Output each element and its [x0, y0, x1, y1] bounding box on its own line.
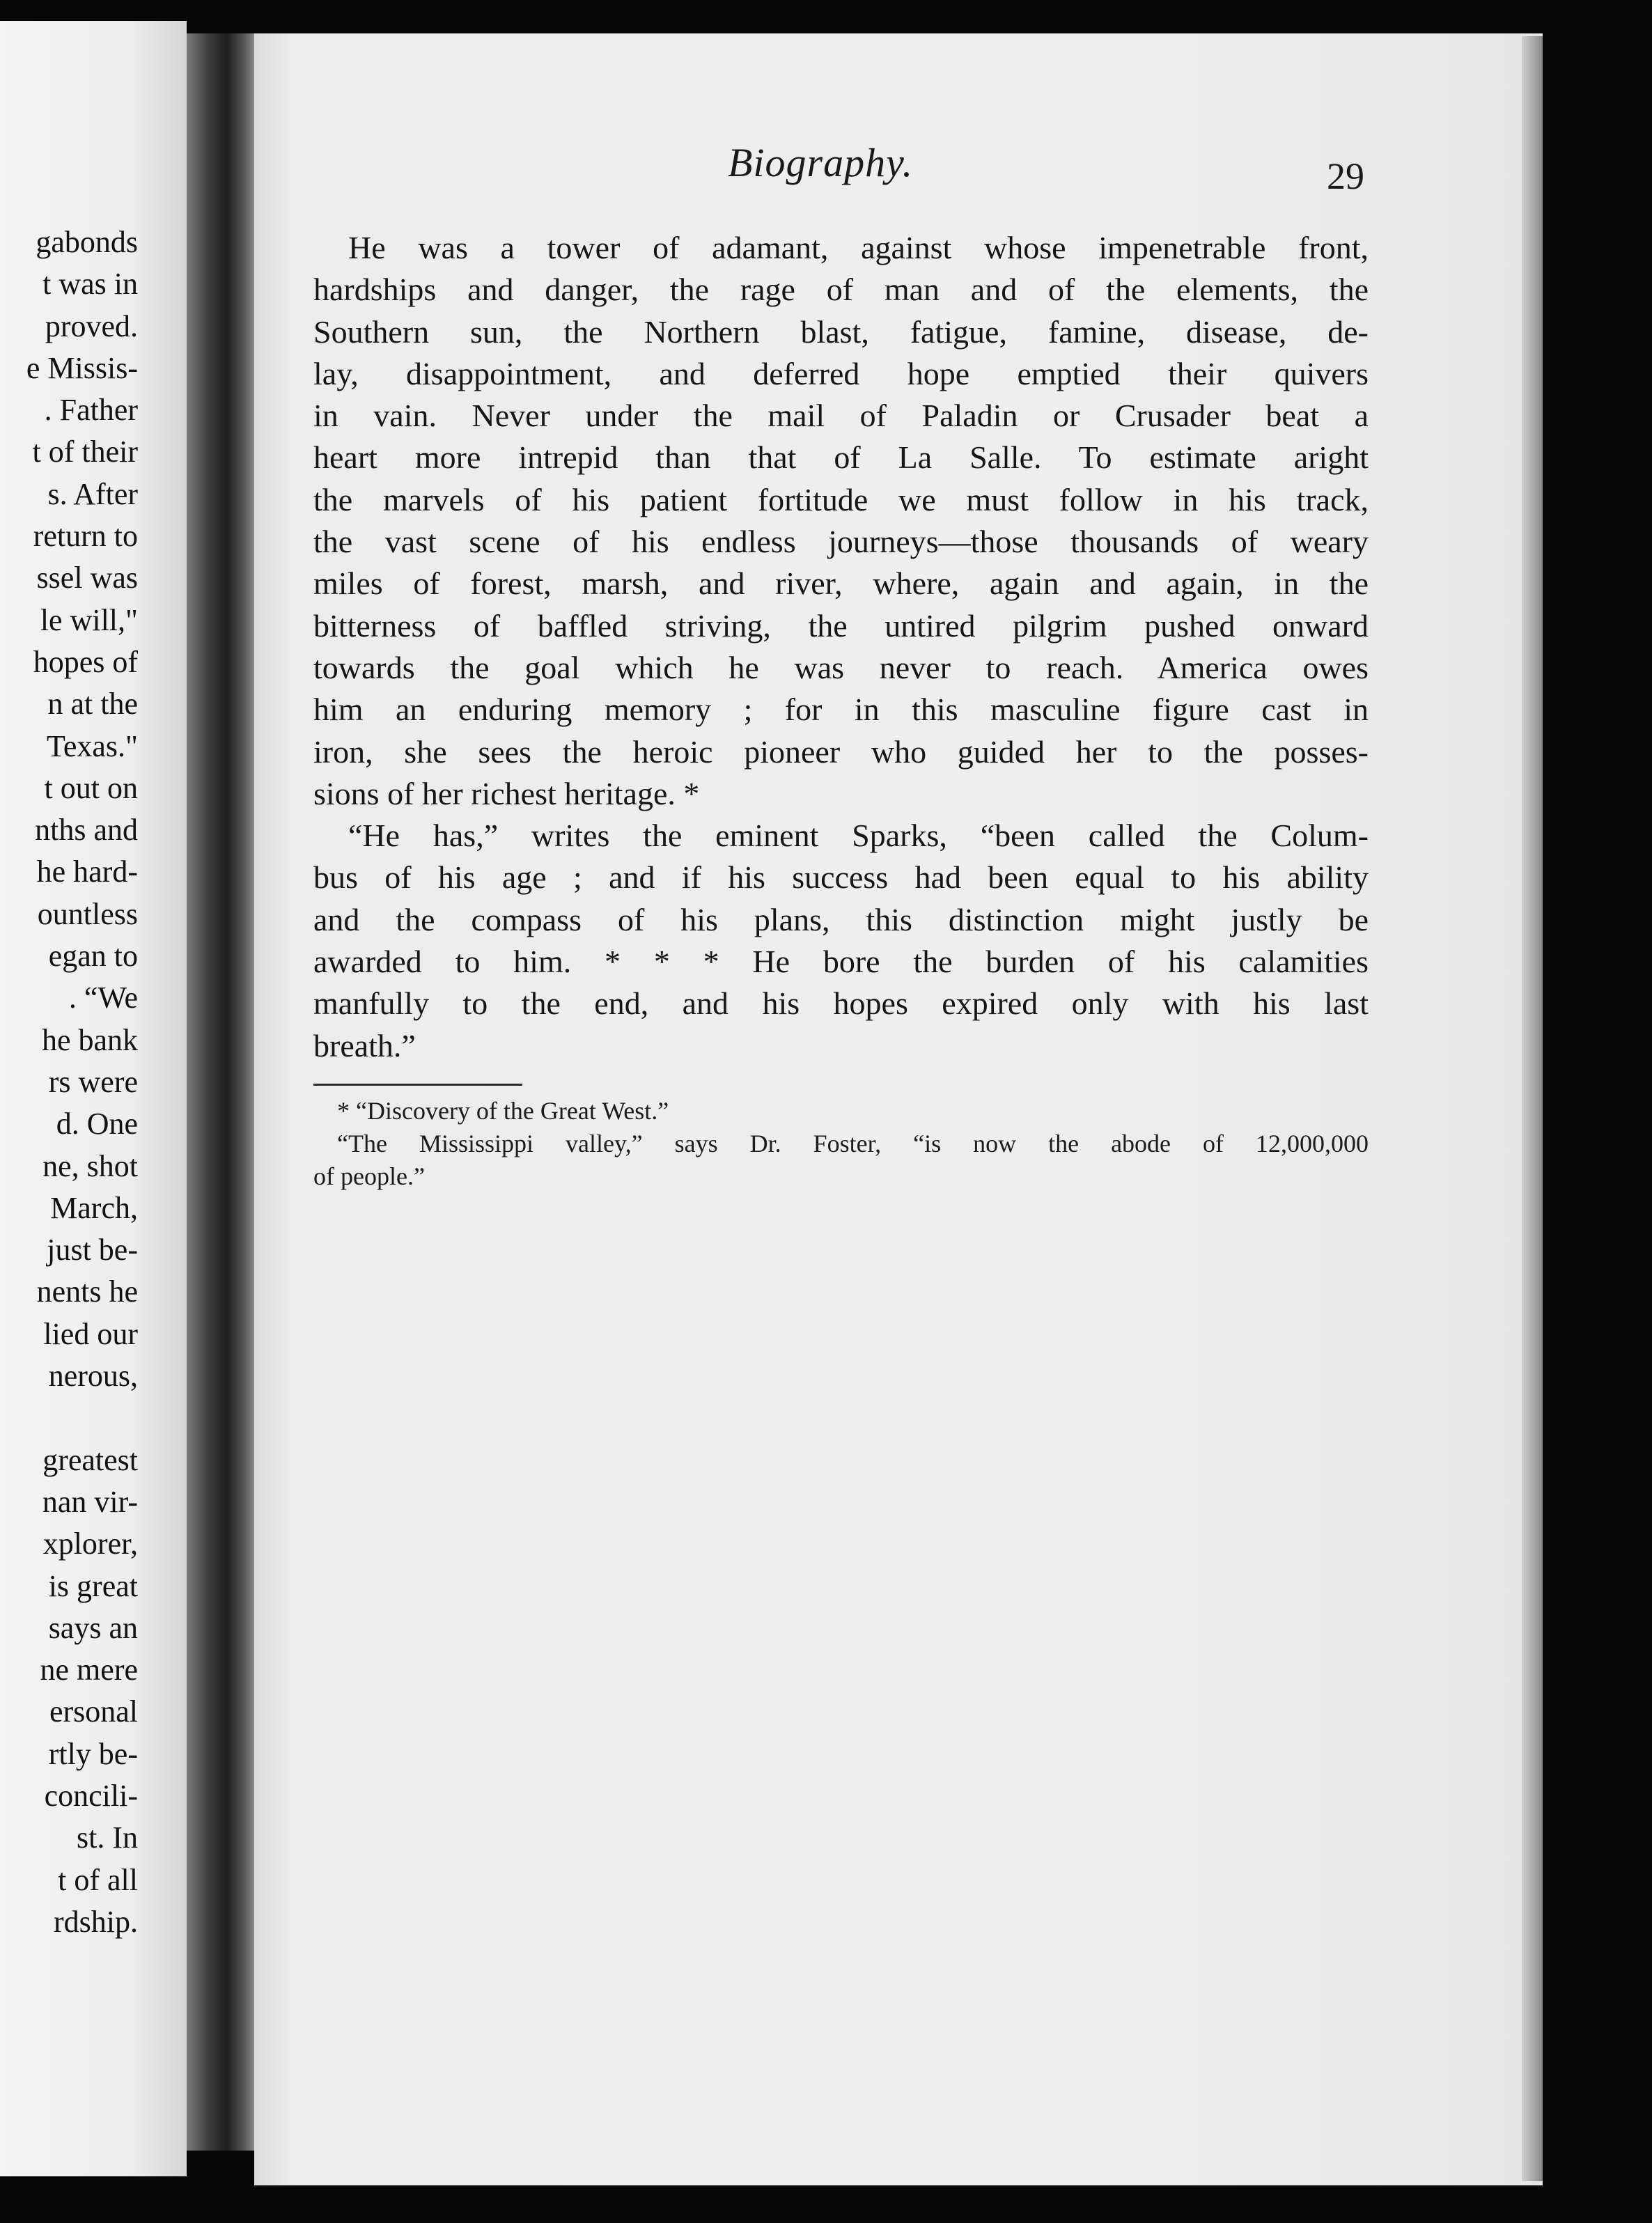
body-line: bus of his age ; and if his success had been equal to his ability	[313, 859, 1369, 896]
body-line: towards the goal which he was never to reach. America owes	[313, 649, 1369, 685]
body-line: him an enduring memory ; for in this masculine figure cast in	[313, 692, 1369, 728]
left-page-line: s. After	[47, 476, 138, 511]
left-page-line	[0, 1397, 138, 1439]
left-page-line: Texas."	[47, 728, 138, 763]
left-page-line: proved.	[45, 309, 138, 343]
left-page-line: he hard-	[36, 855, 138, 889]
footnote-line: * “Discovery of the Great West.”	[337, 1097, 669, 1125]
left-page-line: nerous,	[48, 1359, 138, 1394]
running-head: Biography.	[728, 140, 914, 185]
body-line: breath.”	[313, 1027, 416, 1063]
left-page-line: ssel was	[36, 561, 138, 595]
left-page-line: . “We	[68, 981, 138, 1015]
body-line: bitterness of baffled striving, the untired pilgrim pushed onward	[313, 607, 1369, 644]
left-page-line: le will,"	[40, 602, 138, 637]
left-page-line: n at the	[47, 687, 138, 722]
left-page-line: st. In	[77, 1820, 138, 1855]
left-page-line: ne, shot	[42, 1148, 138, 1183]
left-page-line: gabonds	[36, 225, 138, 259]
body-line: in vain. Never under the mail of Paladin or Crusader beat a	[313, 398, 1369, 434]
left-page-line: return to	[33, 519, 138, 554]
left-page-line: rdship.	[54, 1904, 138, 1939]
left-page-line: t of all	[58, 1862, 138, 1897]
body-line: Southern sun, the Northern blast, fatigue, famine, disease, de-	[313, 313, 1369, 350]
body-line: heart more intrepid than that of La Salle. To estimate aright	[313, 439, 1369, 476]
body-line: “He has,” writes the eminent Sparks, “been called the Colum-	[348, 818, 1369, 854]
left-page-line: egan to	[48, 939, 138, 974]
left-page-line: greatest	[42, 1442, 138, 1477]
body-line: the marvels of his patient fortitude we must follow in his track,	[313, 481, 1369, 517]
left-page-line: nents he	[36, 1274, 138, 1309]
left-page-line: concili-	[44, 1778, 138, 1813]
left-page-line: rtly be-	[48, 1736, 138, 1771]
footnote-line: of people.”	[313, 1162, 425, 1190]
footnote-line: “The Mississippi valley,” says Dr. Foster, “is now the abode of 12,000,000	[337, 1130, 1369, 1157]
page-number: 29	[1327, 155, 1364, 197]
left-page-line: xplorer,	[42, 1527, 138, 1561]
page-edge-shadow	[1522, 36, 1543, 2181]
left-page-line: t was in	[42, 267, 138, 302]
left-page-line: rs were	[48, 1064, 138, 1099]
left-page-line: t out on	[44, 770, 138, 805]
body-line: sions of her richest heritage. *	[313, 775, 700, 811]
left-page-line: just be-	[47, 1233, 138, 1268]
left-page-line: ountless	[37, 896, 138, 931]
body-line: the vast scene of his endless journeys—those thousands of weary	[313, 524, 1369, 560]
left-page-line: says an	[48, 1610, 138, 1645]
left-page-line: lied our	[43, 1316, 138, 1351]
body-line: awarded to him. * * * He bore the burden of his calamities	[313, 944, 1369, 980]
left-page-line: t of their	[32, 435, 138, 469]
body-line: miles of forest, marsh, and river, where, again and again, in the	[313, 566, 1369, 602]
left-page-line: ersonal	[49, 1694, 138, 1729]
left-page-line: ne mere	[40, 1653, 138, 1687]
footnote-rule	[313, 1084, 522, 1086]
book-gutter	[187, 33, 260, 2151]
left-page-line: . Father	[44, 393, 138, 428]
body-line: hardships and danger, the rage of man and of the elements, the	[313, 272, 1369, 308]
body-line: He was a tower of adamant, against whose impenetrable front,	[348, 230, 1369, 265]
left-facing-page	[0, 21, 187, 2176]
left-page-line: e Missis-	[26, 350, 138, 385]
footnotes	[313, 1095, 1369, 1193]
left-page-text	[0, 221, 138, 1943]
body-line: lay, disappointment, and deferred hope emptied their quivers	[313, 355, 1369, 391]
body-line: iron, she sees the heroic pioneer who guided her to the posses-	[313, 733, 1369, 770]
left-page-line: nths and	[35, 813, 138, 848]
left-page-line: he bank	[41, 1022, 138, 1057]
body-text	[313, 227, 1369, 1067]
left-page-line: d. One	[56, 1107, 138, 1141]
left-page-line: is great	[48, 1568, 138, 1603]
left-page-line: March,	[50, 1190, 138, 1225]
left-page-line: nan vir-	[42, 1484, 138, 1519]
left-page-line: hopes of	[33, 644, 138, 679]
body-line: manfully to the end, and his hopes expired only with his last	[313, 985, 1369, 1022]
body-line: and the compass of his plans, this distinction might justly be	[313, 901, 1369, 937]
